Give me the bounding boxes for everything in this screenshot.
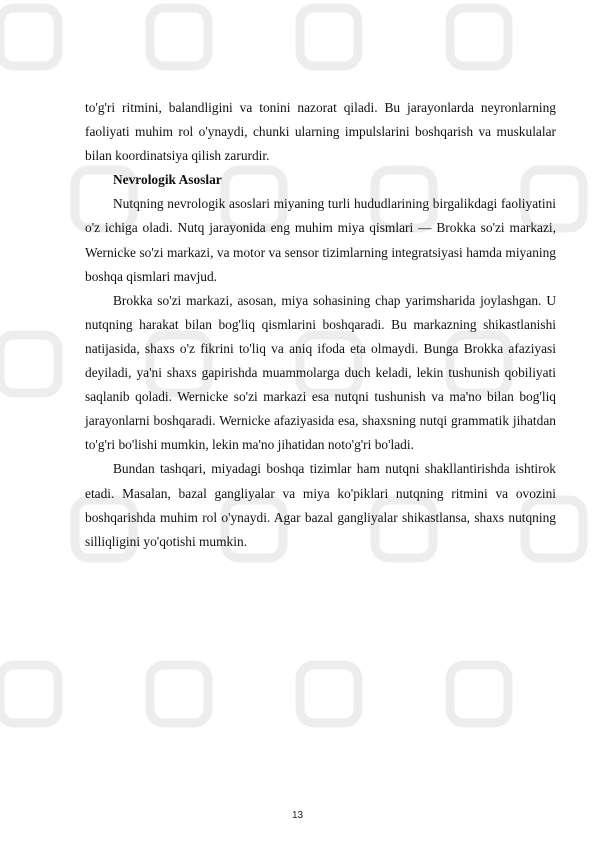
- paragraph-broca-wernicke: Brokka so'zi markazi, asosan, miya sohasining chap yarimsharida joylashgan. U nutqning harakat bilan bog'liq qismlarini boshqaradi. Bu markazning shikastlanishi natijasida, shaxs o'z fikrini to'liq va aniq ifoda eta olmaydi. Bunga Brokka afaziyasi deyiladi, ya'ni shaxs gapirishda muammolarga duch keladi, lekin tushunish qobiliyati saqlanib qoladi. Wernicke so'zi markazi esa nutqni tushunish va ma'no bilan bog'liq jarayonlarni boshqaradi. Wernicke afaziyasida esa, shaxsning nutqi grammatik jihatdan to'g'ri bo'lishi mumkin, lekin ma'no jihatidan noto'g'ri bo'ladi.: [85, 292, 556, 453]
- paragraph-continuation: to'g'ri ritmini, balandligini va tonini nazorat qiladi. Bu jarayonlarda neyronlarning faoliyati muhim rol o'ynaydi, chunki ularning impulslarini boshqarish va muskulalar bilan koordinatsiya qilish zarurdir.: [85, 100, 556, 164]
- document-body: [85, 96, 556, 554]
- section-heading: Nevrologik Asoslar: [113, 172, 222, 188]
- page-number: 13: [291, 810, 304, 821]
- paragraph-other-systems: Bundan tashqari, miyadagi boshqa tizimlar ham nutqni shakllantirishda ishtirok etadi. Masalan, bazal gangliyalar va miya ko'piklari nutqning ritmini va ovozini boshqarishda muhim rol o'ynaydi. Agar bazal gangliyalar shikastlansa, shaxs nutqning silliqligini yo'qotishi mumkin.: [85, 461, 556, 549]
- paragraph-neurological-basis: Nutqning nevrologik asoslari miyaning turli hududlarining birgalikdagi faoliyatini o'z ichiga oladi. Nutq jarayonida eng muhim miya qismlari — Brokka so'zi markazi, Wernicke so'zi markazi, va motor va sensor tizimlarning integratsiyasi hamda miyaning boshqa qismlari mavjud.: [85, 196, 556, 284]
